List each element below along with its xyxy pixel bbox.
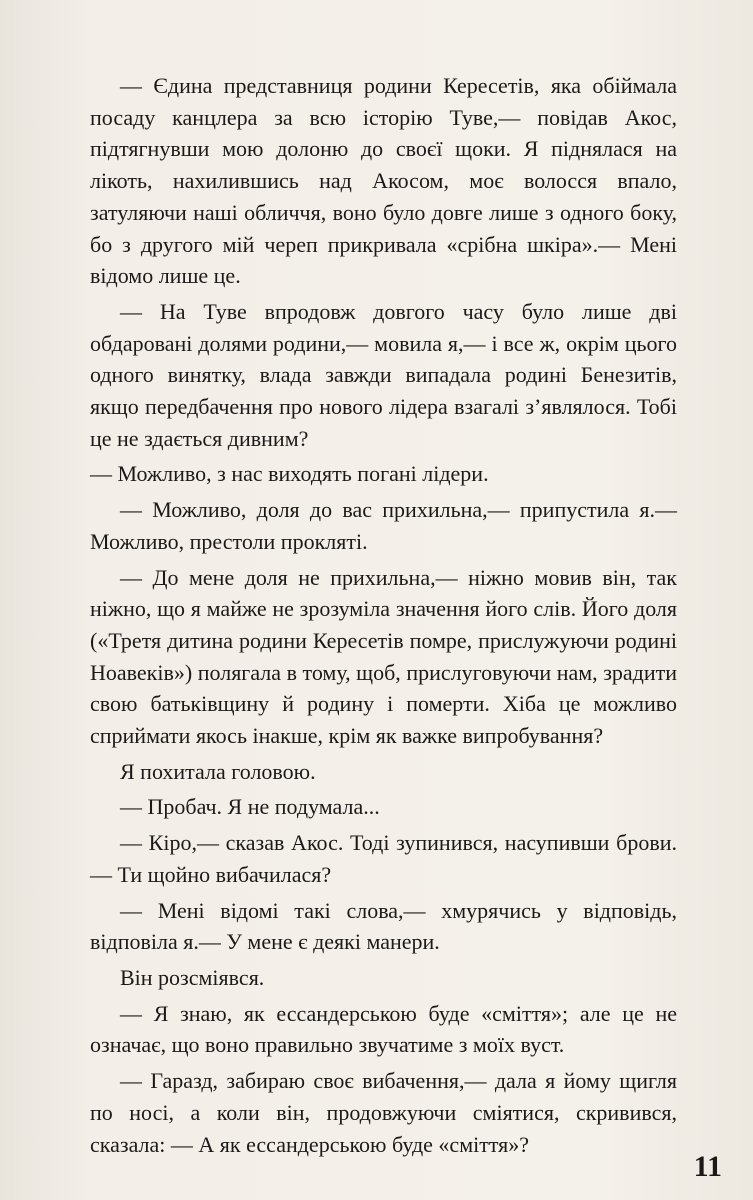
paragraph: — Гаразд, забираю своє вибачення,— дала я йому щигля по носі, а коли він, продовжуючи сміятися, скривився, сказала: — А як ессандерською буде «сміття»? [90, 1068, 677, 1157]
paragraph: — Я знаю, як ессандерською буде «сміття»; але це не означає, що воно правильно звучатиме з моїх вуст. [90, 1000, 677, 1058]
paragraph: Він розсміявся. [120, 964, 265, 990]
paragraph: — Єдина представниця родини Кересетів, яка обіймала посаду канцлера за всю історію Туве,— повідав Акос, підтягнувши мою долоню до своєї щоки. Я піднялася на лікоть, нахилившись над Акосом, моє волосся впало, затуляючи наші обличчя, воно було довге лише з одного боку, бо з другого мій череп прикривала «срібна шкіра».— Мені відомо лише це. [90, 73, 677, 289]
paragraph: Я похитала головою. [120, 758, 316, 784]
body-text [90, 70, 677, 1164]
page-number: 11 [693, 1150, 722, 1183]
paragraph: — Кіро,— сказав Акос. Тоді зупинився, насупивши брови.— Ти щойно вибачилася? [90, 830, 677, 887]
paragraph: — Мені відомі такі слова,— хмурячись у відповідь, відповіла я.— У мене є деякі манери. [90, 897, 677, 955]
paragraph: — Можливо, з нас виходять погані лідери. [90, 461, 489, 487]
paragraph: — До мене доля не прихильна,— ніжно мовив він, так ніжно, що я майже не зрозуміла значення його слів. Його доля («Третя дитина родини Кересетів помре, прислужуючи родині Ноавеків») полягала в тому, щоб, прислуговуючи нам, зрадити свою батьківщину й родину і померти. Хіба це можливо сприймати якось інакше, крім як важке випробування? [90, 564, 677, 749]
paragraph: — Пробач. Я не подумала... [120, 794, 380, 820]
paragraph: — Можливо, доля до вас прихильна,— припустила я.— Можливо, престоли прокляті. [90, 497, 677, 554]
paragraph: — На Туве впродовж довгого часу було лише дві обдаровані долями родини,— мовила я,— і все ж, окрім цього одного винятку, влада завжди випадала родині Бенезитів, якщо передбачення про нового лідера взагалі з’являлося. Тобі це не здається дивним? [90, 298, 677, 451]
